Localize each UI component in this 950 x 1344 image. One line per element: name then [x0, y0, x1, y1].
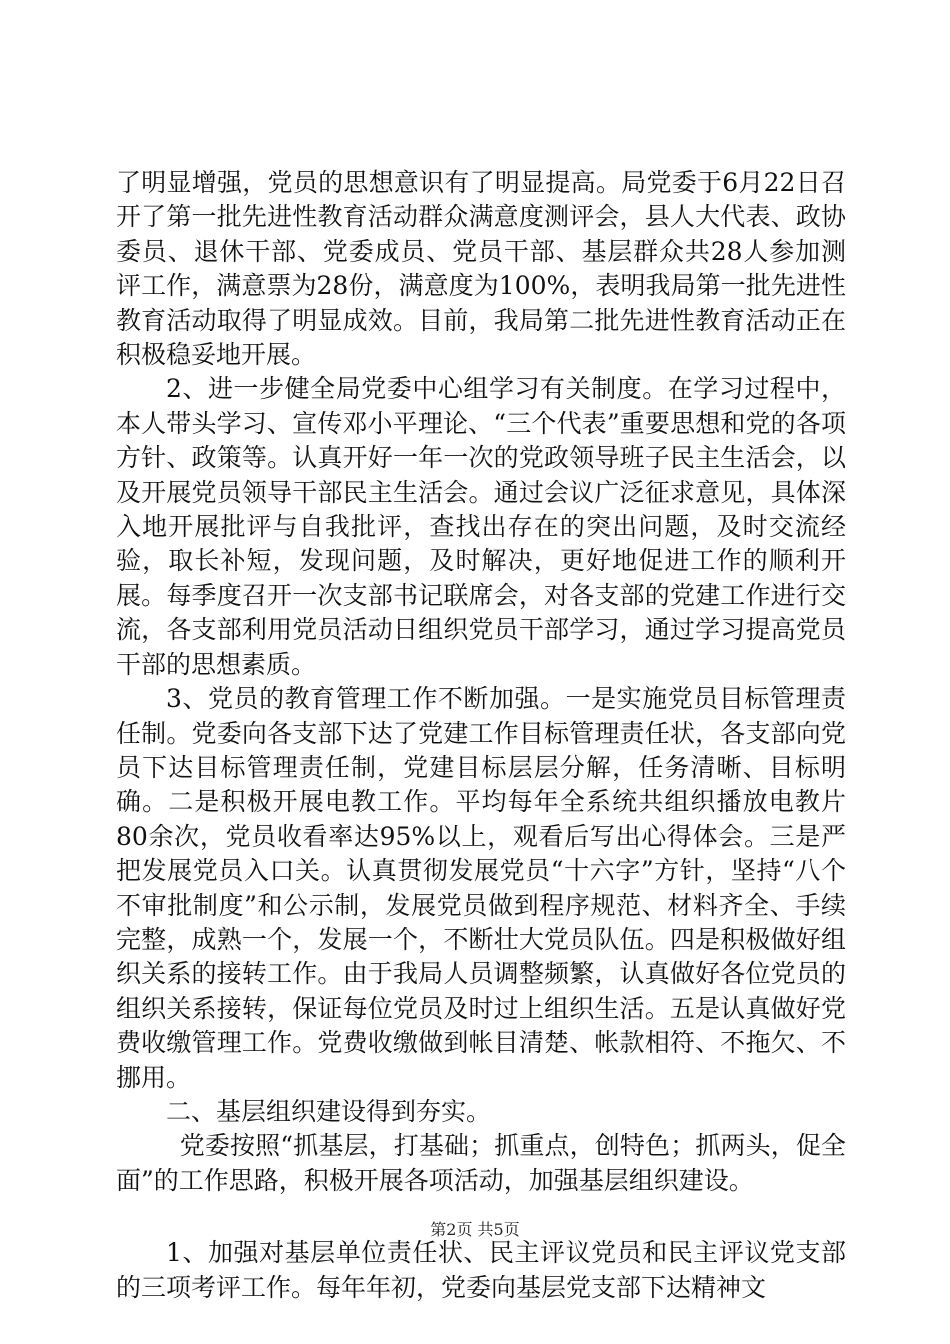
paragraph-study-system: 2、进一步健全局党委中心组学习有关制度。在学习过程中，本人带头学习、宣传邓小平理论、“三个代表”重要思想和党的各项方针、政策等。认真开好一年一次的党政领导班子民主生活会，以及开展党员领导干部民主生活会。通过会议广泛征求意见，具体深入地开展批评与自我批评，查找出存在的突出问题，及时交流经验，取长补短，发现问题，及时解决，更好地促进工作的顺利开展。每季度召开一次支部书记联席会，对各支部的党建工作进行交流，各支部利用党员活动日组织党员干部学习，通过学习提高党员干部的思想素质。 — [116, 374, 846, 679]
paragraph-grassroots-intro: 党委按照“抓基层，打基础；抓重点，创特色；抓两头，促全面”的工作思路，积极开展各项活动，加强基层组织建设。 — [116, 1131, 846, 1195]
paragraph-continuation: 了明显增强，党员的思想意识有了明显提高。局党委于6月22日召开了第一批先进性教育活动群众满意度测评会，县人大代表、政协委员、退休干部、党委成员、党员干部、基层群众共28人参加测评工作，满意票为28份，满意度为100%，表明我局第一批先进性教育活动取得了明显成效。目前，我局第二批先进性教育活动正在积极稳妥地开展。 — [116, 168, 846, 370]
section-heading-grassroots: 二、基层组织建设得到夯实。 — [166, 1096, 492, 1126]
paragraph-education-management: 3、党员的教育管理工作不断加强。一是实施党员目标管理责任制。党委向各支部下达了党建工作目标管理责任状，各支部向党员下达目标管理责任制，党建目标层层分解，任务清晰、目标明确。二是积极开展电教工作。平均每年全系统共组织播放电教片80余次，党员收看率达95%以上，观看后写出心得体会。三是严把发展党员入口关。认真贯彻发展党员“十六字”方针，坚持“八个不审批制度”和公示制，发展党员做到程序规范、材料齐全、手续完整，成熟一个，发展一个，不断壮大党员队伍。四是积极做好组织关系的接转工作。由于我局人员调整频繁，认真做好各位党员的组织关系接转，保证每位党员及时过上组织生活。五是认真做好党费收缴管理工作。党费收缴做到帐目清楚、帐款相符、不拖欠、不挪用。 — [116, 684, 846, 1092]
paragraph-evaluation-work: 1、加强对基层单位责任状、民主评议党员和民主评议党支部的三项考评工作。每年年初，党委向基层党支部下达精神文 — [116, 1238, 846, 1302]
page-footer: 第2页 共5页 — [430, 1220, 520, 1239]
document-body — [116, 166, 846, 1305]
